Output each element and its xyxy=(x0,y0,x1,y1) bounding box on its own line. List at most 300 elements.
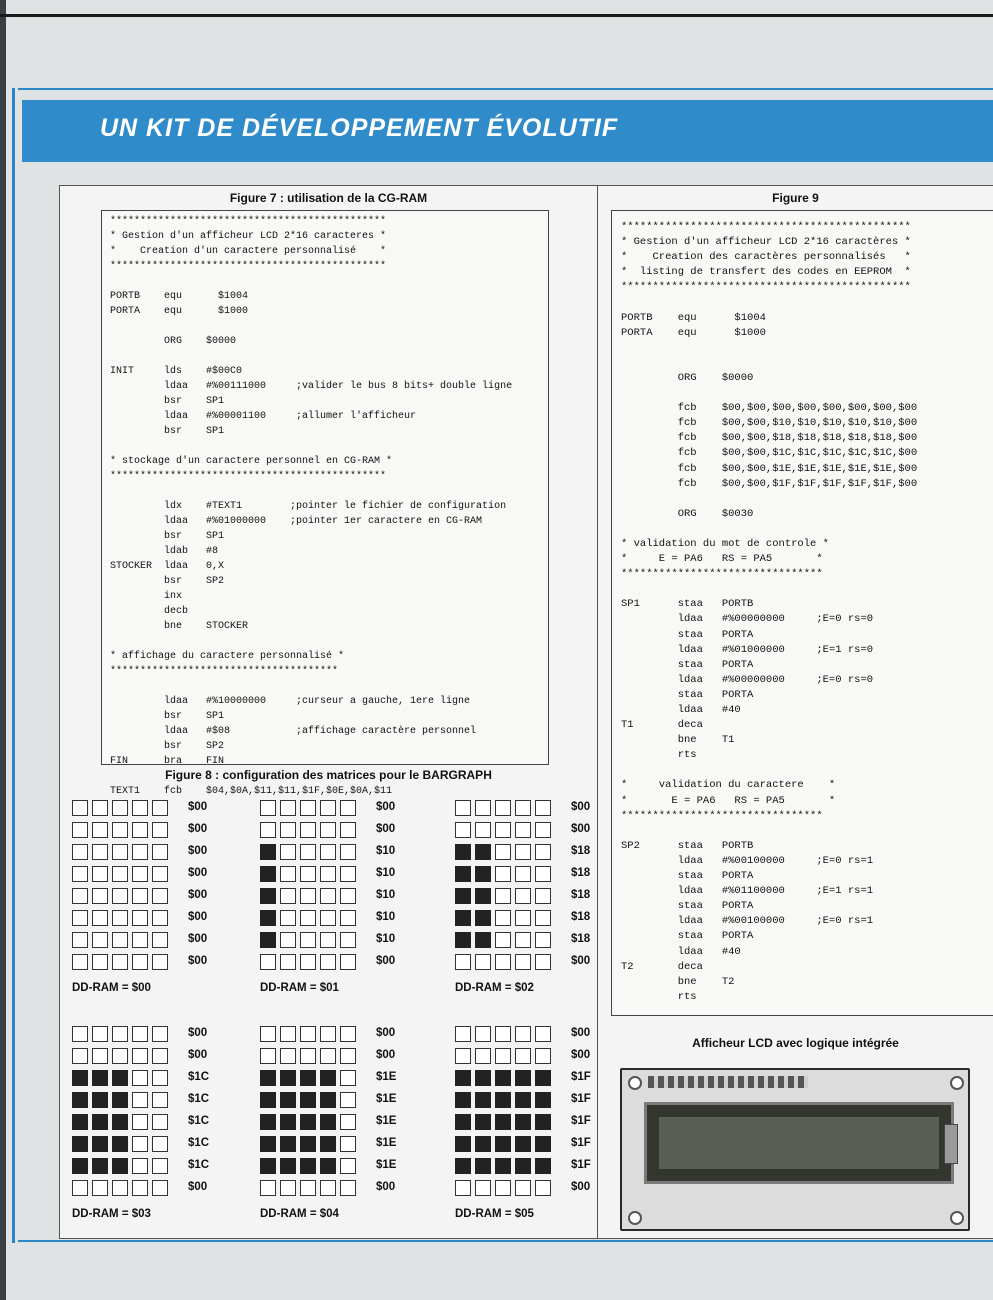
pixel-on xyxy=(475,1158,491,1174)
matrix-row xyxy=(72,1158,252,1174)
pixel-off xyxy=(112,1180,128,1196)
pixel-on xyxy=(92,1114,108,1130)
pixel-off xyxy=(92,1026,108,1042)
matrix-row xyxy=(455,1114,635,1130)
pixel-off xyxy=(152,954,168,970)
row-hex-value: $00 xyxy=(188,889,208,901)
pixel-off xyxy=(112,932,128,948)
pixel-off xyxy=(132,1092,148,1108)
matrix-row xyxy=(260,1048,440,1064)
pixel-on xyxy=(72,1136,88,1152)
pixel-on xyxy=(455,1092,471,1108)
pixel-off xyxy=(535,1026,551,1042)
pixel-off xyxy=(320,1026,336,1042)
pixel-off xyxy=(515,932,531,948)
pixel-on xyxy=(455,910,471,926)
pixel-off xyxy=(152,800,168,816)
row-hex-value: $10 xyxy=(376,845,396,857)
matrix-row xyxy=(72,1026,252,1042)
row-hex-value: $00 xyxy=(571,955,591,967)
pixel-off xyxy=(72,866,88,882)
matrix-row xyxy=(455,866,635,882)
pixel-on xyxy=(112,1092,128,1108)
pixel-off xyxy=(152,910,168,926)
pixel-on xyxy=(455,888,471,904)
pixel-on xyxy=(475,844,491,860)
pixel-off xyxy=(495,844,511,860)
pixel-off xyxy=(515,866,531,882)
pixel-off xyxy=(112,954,128,970)
row-hex-value: $00 xyxy=(571,1181,591,1193)
pixel-off xyxy=(495,1026,511,1042)
pixel-off xyxy=(152,888,168,904)
pixel-off xyxy=(72,888,88,904)
pixel-off xyxy=(92,866,108,882)
pixel-off xyxy=(515,800,531,816)
pixel-off xyxy=(320,800,336,816)
pixel-off xyxy=(132,1070,148,1086)
pixel-off xyxy=(320,866,336,882)
pixel-off xyxy=(152,1092,168,1108)
pixel-off xyxy=(112,822,128,838)
pixel-off xyxy=(455,1048,471,1064)
pixel-on xyxy=(92,1136,108,1152)
lcd-display-window xyxy=(659,1117,939,1169)
ddram-label: DD-RAM = $03 xyxy=(72,1208,151,1220)
pixel-on xyxy=(300,1114,316,1130)
row-hex-value: $1E xyxy=(376,1115,397,1127)
figure8-caption: Figure 8 : configuration des matrices pour le BARGRAPH xyxy=(165,768,492,782)
pixel-off xyxy=(260,1180,276,1196)
matrix-row xyxy=(260,1114,440,1130)
pixel-off xyxy=(280,954,296,970)
matrix-row xyxy=(260,1158,440,1174)
pixel-off xyxy=(152,844,168,860)
matrix-row xyxy=(260,954,440,970)
ddram-label: DD-RAM = $02 xyxy=(455,982,534,994)
matrix-row xyxy=(72,888,252,904)
pixel-on xyxy=(475,1092,491,1108)
pixel-on xyxy=(300,1070,316,1086)
pixel-on xyxy=(515,1158,531,1174)
pixel-on xyxy=(260,1158,276,1174)
matrix-row xyxy=(72,1136,252,1152)
pixel-on xyxy=(320,1114,336,1130)
pixel-off xyxy=(72,1026,88,1042)
pixel-off xyxy=(515,910,531,926)
pixel-off xyxy=(132,954,148,970)
pixel-off xyxy=(152,1158,168,1174)
row-hex-value: $00 xyxy=(188,801,208,813)
banner-top-rule xyxy=(18,88,993,90)
pixel-off xyxy=(495,800,511,816)
matrix-row xyxy=(260,888,440,904)
row-hex-value: $1C xyxy=(188,1137,210,1149)
pixel-off xyxy=(475,954,491,970)
pixel-off xyxy=(320,1180,336,1196)
pixel-off xyxy=(475,800,491,816)
pixel-off xyxy=(340,1092,356,1108)
pixel-off xyxy=(280,1180,296,1196)
pixel-off xyxy=(475,1180,491,1196)
pixel-on xyxy=(475,888,491,904)
pixel-off xyxy=(92,822,108,838)
pixel-off xyxy=(340,1026,356,1042)
side-connector xyxy=(944,1124,958,1164)
pixel-off xyxy=(112,910,128,926)
pixel-on xyxy=(260,1092,276,1108)
lcd-bezel xyxy=(644,1102,954,1184)
matrix-row xyxy=(72,932,252,948)
matrix-row xyxy=(260,800,440,816)
row-hex-value: $00 xyxy=(571,801,591,813)
row-hex-value: $00 xyxy=(188,867,208,879)
pixel-off xyxy=(495,1180,511,1196)
pixel-off xyxy=(260,1026,276,1042)
row-hex-value: $00 xyxy=(188,1027,208,1039)
row-hex-value: $00 xyxy=(188,933,208,945)
matrix-row xyxy=(72,822,252,838)
row-hex-value: $1C xyxy=(188,1071,210,1083)
pixel-on xyxy=(475,1114,491,1130)
pixel-on xyxy=(72,1158,88,1174)
pixel-on xyxy=(475,1070,491,1086)
pixel-off xyxy=(72,822,88,838)
pixel-off xyxy=(535,954,551,970)
row-hex-value: $00 xyxy=(188,911,208,923)
pixel-off xyxy=(495,822,511,838)
row-hex-value: $18 xyxy=(571,933,591,945)
row-hex-value: $00 xyxy=(188,955,208,967)
pixel-off xyxy=(92,800,108,816)
pixel-on xyxy=(92,1158,108,1174)
matrix-row xyxy=(72,1180,252,1196)
pixel-on xyxy=(455,1136,471,1152)
pixel-off xyxy=(455,954,471,970)
pixel-off xyxy=(92,1048,108,1064)
pixel-off xyxy=(340,1158,356,1174)
pixel-off xyxy=(320,822,336,838)
figure9-listing-box xyxy=(611,210,993,1016)
pixel-off xyxy=(535,844,551,860)
pixel-on xyxy=(260,910,276,926)
matrix-row xyxy=(455,932,635,948)
matrix-row xyxy=(455,954,635,970)
pixel-off xyxy=(280,844,296,860)
pixel-on xyxy=(475,932,491,948)
pixel-on xyxy=(280,1070,296,1086)
pixel-off xyxy=(132,822,148,838)
pixel-off xyxy=(300,800,316,816)
pixel-off xyxy=(535,910,551,926)
pixel-off xyxy=(320,1048,336,1064)
row-hex-value: $1F xyxy=(571,1071,591,1083)
pixel-off xyxy=(72,1048,88,1064)
row-hex-value: $1F xyxy=(571,1115,591,1127)
pixel-off xyxy=(515,844,531,860)
pixel-on xyxy=(280,1136,296,1152)
mounting-hole xyxy=(950,1076,964,1090)
pixel-off xyxy=(132,800,148,816)
matrix-row xyxy=(260,1070,440,1086)
page-spine xyxy=(0,0,6,1300)
pixel-off xyxy=(300,822,316,838)
pixel-off xyxy=(340,1048,356,1064)
mounting-hole xyxy=(628,1076,642,1090)
pixel-off xyxy=(475,822,491,838)
pixel-off xyxy=(535,1048,551,1064)
pixel-off xyxy=(132,1136,148,1152)
pixel-off xyxy=(112,1026,128,1042)
pixel-on xyxy=(475,1136,491,1152)
pixel-off xyxy=(260,822,276,838)
matrix-row xyxy=(72,1048,252,1064)
pixel-on xyxy=(455,1158,471,1174)
header-banner xyxy=(22,100,993,162)
row-hex-value: $1E xyxy=(376,1093,397,1105)
pixel-off xyxy=(515,1180,531,1196)
pixel-on xyxy=(455,844,471,860)
pixel-off xyxy=(340,954,356,970)
pixel-off xyxy=(515,822,531,838)
pixel-off xyxy=(340,888,356,904)
pixel-off xyxy=(320,910,336,926)
pixel-off xyxy=(280,1048,296,1064)
pixel-off xyxy=(260,800,276,816)
pixel-off xyxy=(300,866,316,882)
row-hex-value: $1F xyxy=(571,1093,591,1105)
row-hex-value: $00 xyxy=(188,1049,208,1061)
pixel-off xyxy=(340,844,356,860)
row-hex-value: $00 xyxy=(571,823,591,835)
pixel-off xyxy=(152,1180,168,1196)
row-hex-value: $00 xyxy=(188,1181,208,1193)
pixel-on xyxy=(495,1136,511,1152)
pixel-off xyxy=(320,932,336,948)
ddram-label: DD-RAM = $04 xyxy=(260,1208,339,1220)
pixel-off xyxy=(112,800,128,816)
pixel-on xyxy=(320,1070,336,1086)
matrix-row xyxy=(260,844,440,860)
pixel-off xyxy=(152,1026,168,1042)
pixel-on xyxy=(515,1092,531,1108)
pixel-off xyxy=(72,844,88,860)
pixel-off xyxy=(132,932,148,948)
pixel-off xyxy=(535,888,551,904)
ddram-label: DD-RAM = $05 xyxy=(455,1208,534,1220)
pixel-off xyxy=(340,1180,356,1196)
row-hex-value: $00 xyxy=(571,1027,591,1039)
matrix-row xyxy=(455,844,635,860)
pixel-off xyxy=(340,1070,356,1086)
top-rule xyxy=(0,14,993,17)
pixel-on xyxy=(495,1158,511,1174)
pixel-on xyxy=(280,1114,296,1130)
row-hex-value: $00 xyxy=(376,823,396,835)
pixel-off xyxy=(132,1026,148,1042)
pixel-off xyxy=(152,932,168,948)
pixel-on xyxy=(320,1092,336,1108)
matrix-row xyxy=(455,800,635,816)
pixel-on xyxy=(455,866,471,882)
matrix-row xyxy=(455,822,635,838)
pixel-on xyxy=(72,1114,88,1130)
pixel-on xyxy=(112,1070,128,1086)
matrix-row xyxy=(260,1092,440,1108)
row-hex-value: $18 xyxy=(571,911,591,923)
pixel-on xyxy=(72,1092,88,1108)
pixel-off xyxy=(152,822,168,838)
pixel-off xyxy=(300,932,316,948)
pixel-off xyxy=(535,1180,551,1196)
pixel-off xyxy=(535,800,551,816)
row-hex-value: $1F xyxy=(571,1137,591,1149)
pixel-off xyxy=(340,800,356,816)
pixel-on xyxy=(320,1158,336,1174)
pixel-off xyxy=(320,888,336,904)
pixel-off xyxy=(340,910,356,926)
row-hex-value: $10 xyxy=(376,867,396,879)
row-hex-value: $00 xyxy=(376,1027,396,1039)
pixel-on xyxy=(495,1114,511,1130)
matrix-row xyxy=(72,910,252,926)
pixel-off xyxy=(280,866,296,882)
pixel-off xyxy=(495,888,511,904)
pixel-off xyxy=(92,954,108,970)
pixel-off xyxy=(455,800,471,816)
pixel-off xyxy=(300,1180,316,1196)
pixel-off xyxy=(132,844,148,860)
row-hex-value: $1E xyxy=(376,1137,397,1149)
pixel-off xyxy=(92,888,108,904)
lcd-module-photo xyxy=(620,1068,970,1231)
left-accent-rule xyxy=(12,88,15,1243)
row-hex-value: $10 xyxy=(376,889,396,901)
pixel-off xyxy=(340,866,356,882)
pixel-off xyxy=(340,1114,356,1130)
pixel-off xyxy=(515,1048,531,1064)
row-hex-value: $00 xyxy=(376,1049,396,1061)
pixel-off xyxy=(112,888,128,904)
pixel-off xyxy=(495,866,511,882)
row-hex-value: $00 xyxy=(376,801,396,813)
pixel-off xyxy=(300,910,316,926)
pixel-off xyxy=(300,1026,316,1042)
pixel-on xyxy=(475,910,491,926)
pixel-off xyxy=(495,910,511,926)
pixel-off xyxy=(515,1026,531,1042)
row-hex-value: $1C xyxy=(188,1159,210,1171)
pixel-off xyxy=(455,1180,471,1196)
pixel-off xyxy=(515,888,531,904)
pixel-off xyxy=(340,822,356,838)
pixel-off xyxy=(300,954,316,970)
pixel-on xyxy=(515,1136,531,1152)
pixel-on xyxy=(72,1070,88,1086)
pixel-off xyxy=(495,1048,511,1064)
ddram-label: DD-RAM = $01 xyxy=(260,982,339,994)
matrix-row xyxy=(455,1092,635,1108)
pixel-off xyxy=(280,888,296,904)
figure9-code: ********************************************** * Gestion d'un afficheur LCD 2*16 caractères * * Creation des caractères personnalisés * * listing de transfert des codes en EEPROM * ********************************************** PORTB equ $1004 PORTA equ $1000 ORG $0000 fcb $00,$00,$00,$00,$00,$00,$00,$00 fcb $00,$00,$10,$10,$10,$10,$10,$00 fcb $00,$00,$18,$18,$18,$18,$18,$00 fcb $00,$00,$1C,$1C,$1C,$1C,$1C,$00 fcb $00,$00,$1E,$1E,$1E,$1E,$1E,$00 fcb $00,$00,$1F,$1F,$1F,$1F,$1F,$00 ORG $0030 * validation du mot de controle * * E = PA6 RS = PA5 * ******************************** SP1 staa PORTB ldaa #%00000000 ;E=0 rs=0 staa PORTA ldaa #%01000000 ;E=1 rs=0 staa PORTA ldaa #%00000000 ;E=0 rs=0 staa PORTA ldaa #40 T1 deca bne T1 rts * validation du caractere * * E = PA6 RS = PA5 * ******************************** SP2 staa PORTB ldaa #%00100000 ;E=0 rs=1 staa PORTA ldaa #%01100000 ;E=1 rs=1 staa PORTA ldaa #%00100000 ;E=0 rs=1 staa PORTA ldaa #40 T2 deca bne T2 rts xyxy=(621,221,918,1003)
pixel-off xyxy=(152,866,168,882)
row-hex-value: $1C xyxy=(188,1115,210,1127)
mounting-hole xyxy=(950,1211,964,1225)
pixel-off xyxy=(260,1048,276,1064)
pixel-on xyxy=(280,1158,296,1174)
pixel-on xyxy=(515,1114,531,1130)
lcd-connector-pins xyxy=(648,1076,808,1088)
pixel-on xyxy=(455,932,471,948)
mounting-hole xyxy=(628,1211,642,1225)
pixel-off xyxy=(132,1158,148,1174)
pixel-off xyxy=(340,932,356,948)
pixel-off xyxy=(475,1048,491,1064)
bargraph-matrices xyxy=(60,786,597,1238)
matrix-row xyxy=(260,1180,440,1196)
matrix-row xyxy=(455,1048,635,1064)
pixel-on xyxy=(300,1092,316,1108)
matrix-row xyxy=(455,1136,635,1152)
matrix-row xyxy=(72,1070,252,1086)
pixel-off xyxy=(112,1048,128,1064)
pixel-off xyxy=(280,800,296,816)
row-hex-value: $18 xyxy=(571,889,591,901)
matrix-row xyxy=(72,1092,252,1108)
pixel-off xyxy=(455,1026,471,1042)
pixel-on xyxy=(112,1158,128,1174)
pixel-on xyxy=(495,1070,511,1086)
pixel-on xyxy=(455,1070,471,1086)
matrix-row xyxy=(72,800,252,816)
pixel-on xyxy=(112,1136,128,1152)
pixel-on xyxy=(260,844,276,860)
pixel-on xyxy=(495,1092,511,1108)
pixel-off xyxy=(300,1048,316,1064)
row-hex-value: $18 xyxy=(571,845,591,857)
pixel-on xyxy=(320,1136,336,1152)
pixel-off xyxy=(72,800,88,816)
figure7-code: ********************************************** * Gestion d'un afficheur LCD 2*16 caracteres * * Creation d'un caractere personnalisé * ********************************************** PORTB equ $1004 PORTA equ $1000 ORG $0000 INIT lds #$00C0 ldaa #%00111000 ;valider le bus 8 bits+ double ligne bsr SP1 ldaa #%00001100 ;allumer l'afficheur bsr SP1 * stockage d'un caractere personnel en CG-RAM * ********************************************** ldx #TEXT1 ;pointer le fichier de configuration ldaa #%01000000 ;pointer 1er caractere en CG-RAM bsr SP1 ldab #8 STOCKER ldaa 0,X bsr SP2 inx decb bne STOCKER * affichage du caractere personnalisé * ************************************** ldaa #%10000000 ;curseur a gauche, 1ere ligne bsr SP1 ldaa #$08 ;affichage caractère personnel bsr SP2 FIN bra FIN TEXT1 fcb $04,$0A,$11,$11,$1F,$0E,$0A,$11 xyxy=(110,216,513,797)
pixel-on xyxy=(535,1114,551,1130)
pixel-on xyxy=(280,1092,296,1108)
pixel-on xyxy=(535,1070,551,1086)
pixel-off xyxy=(152,1114,168,1130)
pixel-on xyxy=(112,1114,128,1130)
figure7-caption: Figure 7 : utilisation de la CG-RAM xyxy=(229,191,428,205)
row-hex-value: $00 xyxy=(188,845,208,857)
matrix-row xyxy=(260,1136,440,1152)
pixel-off xyxy=(92,844,108,860)
pixel-off xyxy=(132,1048,148,1064)
matrix-row xyxy=(455,910,635,926)
pixel-off xyxy=(300,888,316,904)
row-hex-value: $10 xyxy=(376,933,396,945)
pixel-on xyxy=(260,1136,276,1152)
pixel-on xyxy=(260,888,276,904)
ddram-label: DD-RAM = $00 xyxy=(72,982,151,994)
figure9-caption: Figure 9 xyxy=(772,191,819,205)
pixel-off xyxy=(535,822,551,838)
pixel-off xyxy=(152,1070,168,1086)
pixel-off xyxy=(72,954,88,970)
pixel-off xyxy=(112,844,128,860)
pixel-off xyxy=(535,932,551,948)
pixel-off xyxy=(495,954,511,970)
pixel-off xyxy=(132,1114,148,1130)
matrix-row xyxy=(72,954,252,970)
pixel-on xyxy=(300,1136,316,1152)
